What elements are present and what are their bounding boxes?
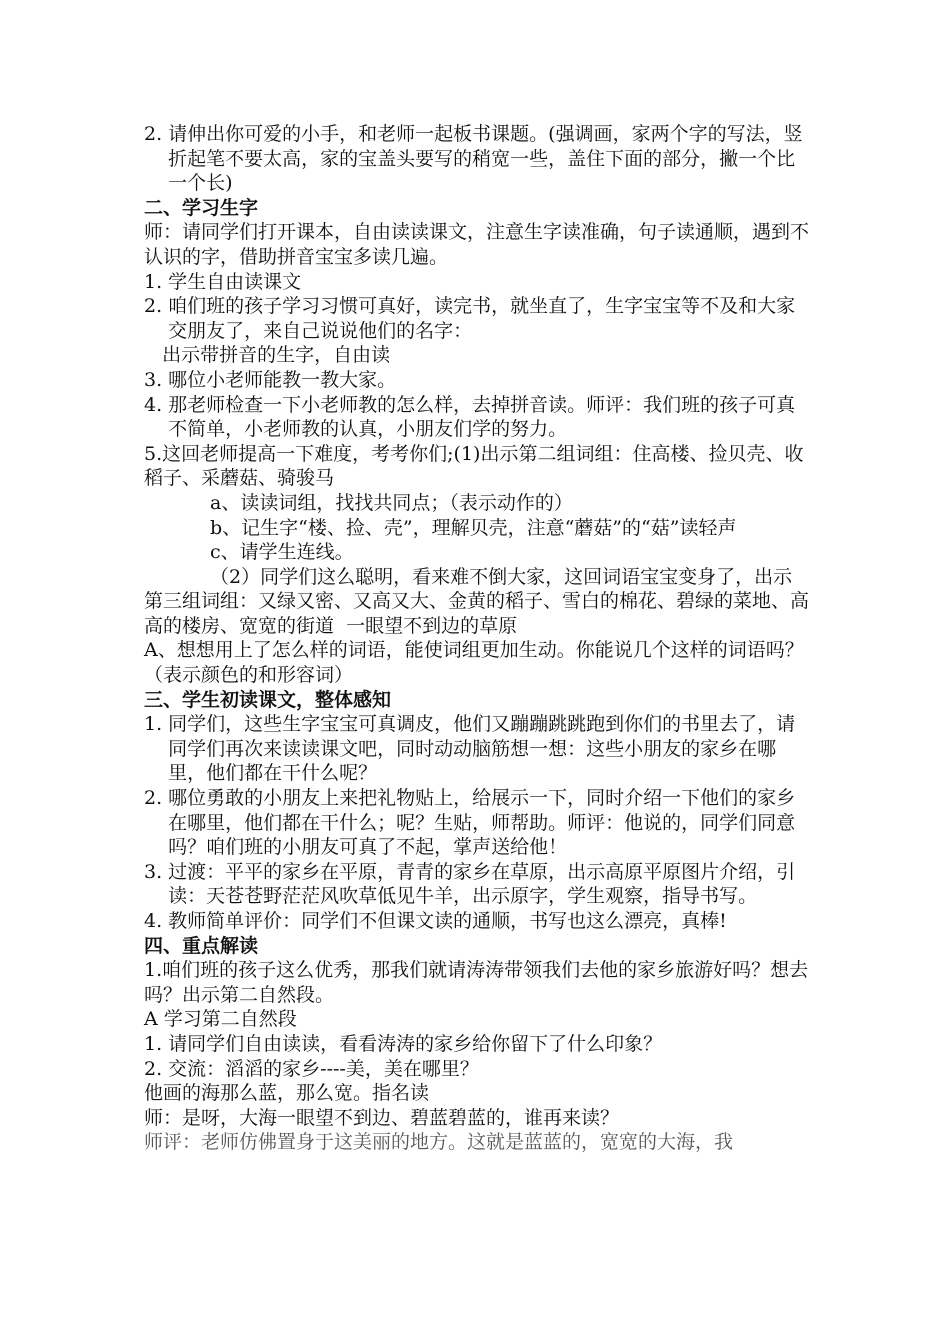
- item-text: 同学们，这些生字宝宝可真调皮，他们又蹦蹦跳跳跑到你们的书里去了，请同学们再次来读读课文吧，同时动动脑筋想一想：这些小朋友的家乡在哪里，他们都在干什么呢？: [168, 713, 796, 785]
- subsection-title: A 学习第二自然段: [144, 1008, 297, 1031]
- sub-item: a、读读词组，找找共同点；（表示动作的）: [210, 491, 573, 514]
- item-text: 过渡：平平的家乡在平原，青青的家乡在草原，出示高原平原图片介绍，引读：天苍苍野茫茫风吹草低见牛羊，出示原字，学生观察，指导书写。: [168, 860, 796, 908]
- item-number: 1.: [144, 713, 169, 736]
- item-text: 那老师检查一下小老师教的怎么样，去掉拼音读。师评：我们班的孩子可真不简单，小老师教的认真，小朋友们学的努力。: [168, 393, 796, 441]
- list-item: [144, 368, 810, 393]
- sub-item: b、记生字“楼、捡、壳”，理解贝壳，注意“蘑菇”的“菇”读轻声: [210, 516, 737, 539]
- item-number: 2.: [144, 295, 169, 318]
- section-heading: 二、学习生字: [144, 196, 259, 219]
- paragraph: A、想想用上了怎么样的词语，能使词组更加生动。你能说几个这样的词语吗？（表示颜色的和形容词）: [144, 639, 804, 687]
- paragraph: 1. 请同学们自由读读，看看涛涛的家乡给你留下了什么印象？: [144, 1032, 663, 1055]
- item-text: 出示带拼音的生字，自由读: [162, 344, 391, 367]
- paragraph: 5.这回老师提高一下难度，考考你们;(1)出示第二组词组：住高楼、捡贝壳、收稻子、采蘑菇、骑骏马: [144, 442, 804, 490]
- item-text: 咱们班的孩子学习习惯可真好，读完书，就坐直了，生字宝宝等不及和大家交朋友了，来自己说说他们的名字：: [168, 295, 796, 342]
- sub-item: c、请学生连线。: [210, 541, 354, 564]
- list-item: [144, 343, 810, 368]
- item-number: 4.: [144, 910, 169, 932]
- item-number: 4.: [144, 393, 169, 416]
- item-number: 3.: [144, 860, 169, 883]
- item-text: 教师简单评价：同学们不但课文读的通顺，书写也这么漂亮，真棒!: [168, 910, 727, 932]
- list-item: [144, 909, 810, 934]
- paragraph: 师评：老师仿佛置身于这美丽的地方。这就是蓝蓝的，宽宽的大海，我: [144, 1131, 734, 1154]
- paragraph: 师：请同学们打开课本，自由读读课文，注意生字读准确，句子读通顺，遇到不认识的字，借助拼音宝宝多读几遍。: [144, 221, 810, 268]
- item-number: 2.: [144, 787, 169, 810]
- section-heading: 四、重点解读: [144, 934, 259, 957]
- item-number: [144, 343, 162, 368]
- item-number: 1.: [144, 270, 169, 293]
- list-item: [144, 294, 810, 343]
- paragraph: 2. 交流：滔滔的家乡----美，美在哪里？: [144, 1057, 479, 1080]
- item-number: 3.: [144, 368, 169, 391]
- paragraph: （2）同学们这么聪明，看来难不倒大家，这回词语宝宝变身了，出示第三组词组：又绿又密、又高又大、金黄的稻子、雪白的棉花、碧绿的菜地、高高的楼房、宽宽的街道 一眼望不到边的草原: [144, 565, 810, 637]
- item-text: 学生自由读课文: [168, 270, 302, 293]
- list-item: [144, 393, 810, 442]
- item-text: 请伸出你可爱的小手，和老师一起板书课题。(强调画，家两个字的写法，竖折起笔不要太高，家的宝盖头要写的稍宽一些，盖住下面的部分，撇一个比一个长): [168, 123, 803, 195]
- paragraph: 1.咱们班的孩子这么优秀，那我们就请涛涛带领我们去他的家乡旅游好吗？想去吗？出示第二自然段。: [144, 959, 809, 1006]
- section-heading: 三、学生初读课文，整体感知: [144, 688, 392, 711]
- paragraph: 他画的海那么蓝，那么宽。指名读: [144, 1082, 430, 1105]
- document-page: [144, 122, 810, 1155]
- list-item: [144, 712, 810, 786]
- item-number: 2.: [144, 123, 169, 145]
- list-item: [144, 786, 810, 860]
- paragraph: 师：是呀，大海一眼望不到边、碧蓝碧蓝的，谁再来读？: [144, 1106, 620, 1129]
- list-item: [144, 860, 810, 909]
- list-item: [144, 270, 810, 295]
- item-text: 哪位小老师能教一教大家。: [168, 368, 397, 391]
- item-text: 哪位勇敢的小朋友上来把礼物贴上，给展示一下，同时介绍一下他们的家乡在哪里，他们都在干什么；呢？生贴，师帮助。师评：他说的，同学们同意吗？咱们班的小朋友可真了不起，掌声送给他！: [168, 787, 796, 859]
- list-item: [144, 122, 810, 196]
